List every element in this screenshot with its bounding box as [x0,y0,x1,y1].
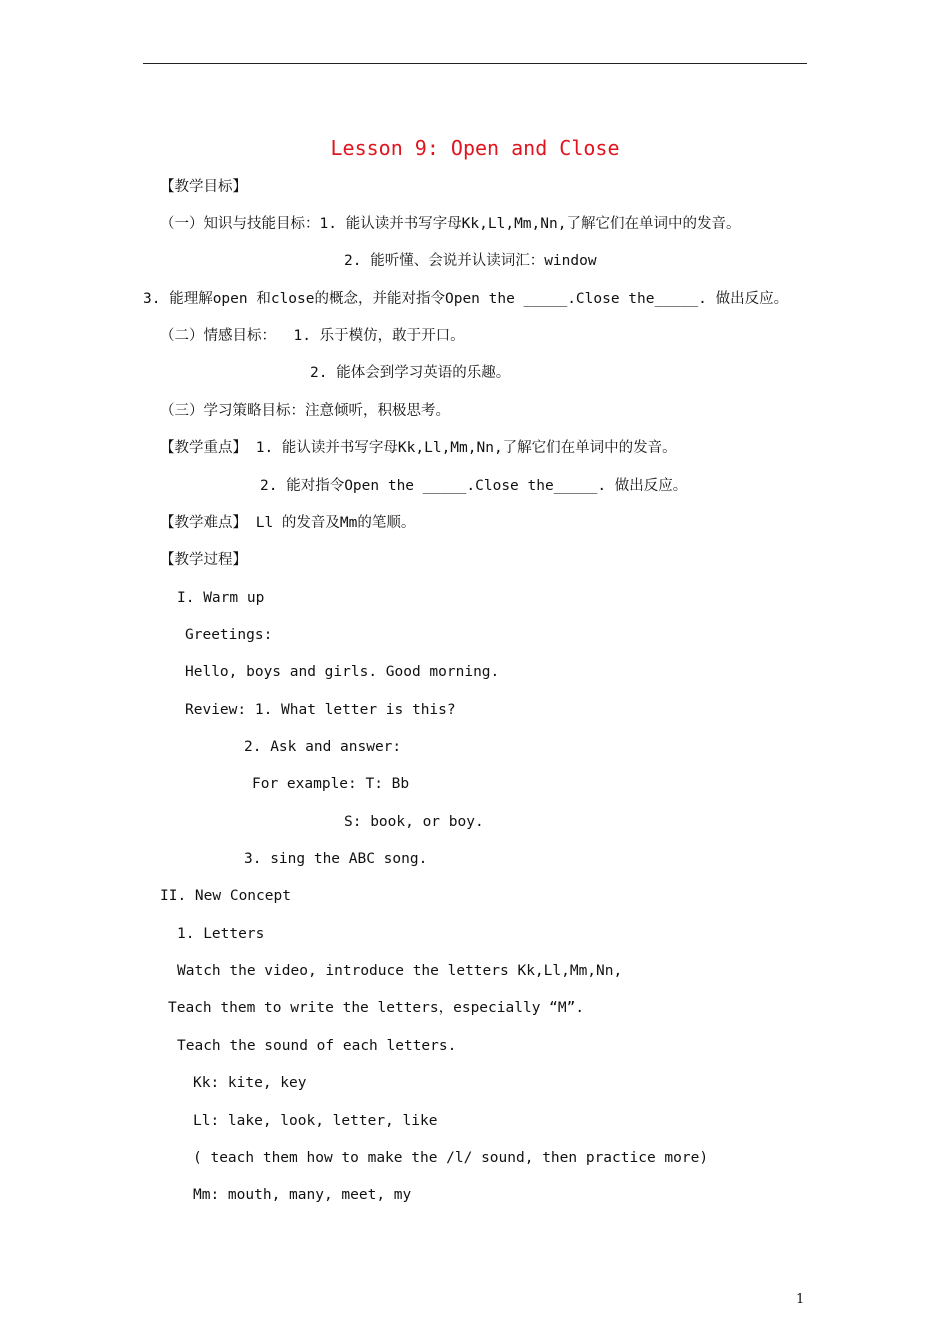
greetings-label: Greetings: [185,627,273,643]
objective-item-3: 3. 能理解open 和close的概念，并能对指令Open the _____.Close the_____. 做出反应。 [143,291,789,307]
page-number: 1 [796,1292,805,1307]
header-rule [143,63,807,64]
section-teaching-objectives: 【教学目标】 [160,179,247,195]
knowledge-skill-objective: （一）知识与技能目标：1. 能认读并书写字母Kk,Ll,Mm,Nn,了解它们在单词中的发音。 [160,216,741,232]
new-concept-heading: II. New Concept [160,888,291,904]
teaching-difficulty: 【教学难点】 Ll 的发音及Mm的笔顺。 [160,515,416,531]
review-item-1: Review: 1. What letter is this? [185,702,456,718]
emotional-objective-item-2: 2. 能体会到学习英语的乐趣。 [310,365,511,381]
warm-up-heading: I. Warm up [177,590,265,606]
teach-write-instruction: Teach them to write the letters，especially “M”. [168,1000,585,1016]
section-teaching-process: 【教学过程】 [160,552,247,568]
teaching-focus-item-2: 2. 能对指令Open the _____.Close the_____. 做出反应。 [260,478,688,494]
teach-sound-instruction: Teach the sound of each letters. [177,1038,457,1054]
letter-mm-words: Mm: mouth, many, meet, my [193,1187,412,1203]
greeting-text: Hello, boys and girls. Good morning. [185,664,500,680]
lesson-title: Lesson 9: Open and Close [330,136,620,160]
letter-kk-words: Kk: kite, key [193,1075,307,1091]
emotional-objective: （二）情感目标： 1. 乐于模仿，敢于开口。 [160,328,465,344]
learning-strategy-objective: （三）学习策略目标：注意倾听，积极思考。 [160,403,450,419]
teaching-focus: 【教学重点】 1. 能认读并书写字母Kk,Ll,Mm,Nn,了解它们在单词中的发音。 [160,440,677,456]
example-teacher: For example: T: Bb [252,776,410,792]
review-item-2: 2. Ask and answer: [244,739,402,755]
letters-subheading: 1. Letters [177,926,265,942]
example-student: S: book, or boy. [344,814,484,830]
review-item-3: 3. sing the ABC song. [244,851,428,867]
watch-video-instruction: Watch the video, introduce the letters Kk,Ll,Mm,Nn, [177,963,623,979]
objective-item-2: 2. 能听懂、会说并认读词汇：window [344,253,597,269]
letter-ll-words: Ll: lake, look, letter, like [193,1113,438,1129]
l-sound-note: ( teach them how to make the /l/ sound, then practice more) [193,1150,709,1166]
